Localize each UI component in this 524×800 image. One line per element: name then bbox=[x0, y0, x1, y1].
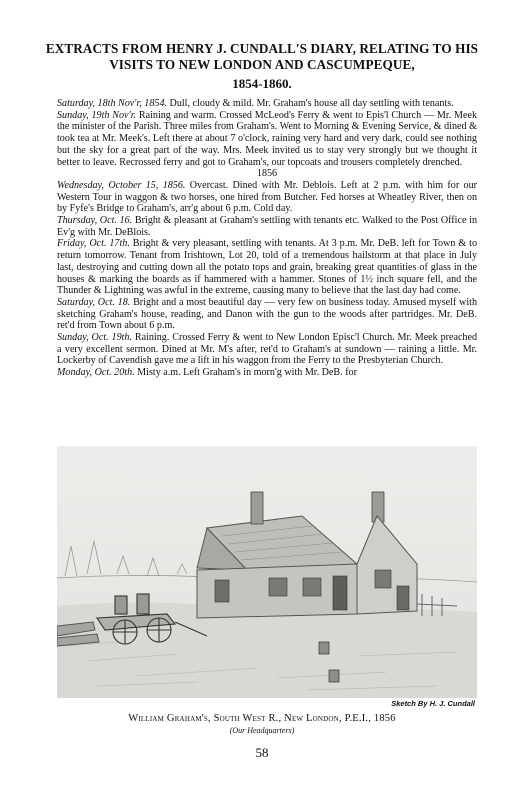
entry-text: Misty a.m. Left Graham's in morn'g with Mr. DeB. for bbox=[134, 367, 357, 379]
entry-date: Saturday, 18th Nov'r, 1854. bbox=[57, 98, 168, 109]
title-years: 1854-1860. bbox=[232, 76, 292, 91]
figure-subcaption: (Our Headquarters) bbox=[229, 726, 295, 735]
diary-body bbox=[57, 98, 477, 379]
page-title: EXTRACTS FROM HENRY J. CUNDALL'S DIARY, RELATING TO HIS VISITS TO NEW LONDON AND CASCUMPEQUE, bbox=[45, 41, 479, 72]
house-sketch bbox=[57, 446, 477, 698]
entry-text: Dull, cloudy & mild. Mr. Graham's house all day settling with tenants. bbox=[167, 98, 454, 109]
year-heading: 1856 bbox=[256, 168, 278, 180]
diary-entry bbox=[57, 297, 477, 332]
entry-text: Bright & pleasant at Graham's settling with tenants etc. Walked to the Post Office in Ev'g with Mr. DeBlois. bbox=[57, 215, 477, 238]
page-number: 58 bbox=[255, 745, 269, 760]
entry-date: Friday, Oct. 17th. bbox=[57, 238, 130, 250]
entry-text: Bright & very pleasant, settling with tenants. At 3 p.m. Mr. DeB. left for Town & to return tomorrow. Tenant from Irishtown, Lot 20, told of a tremendous hailstorm at that place in July last, destroying and cutting down all the potato tops and grain, breaking great quantities of glass in the houses & marking the boards as if hammered with a hammer. Stones of 1½ inch square fell, and the Thunder & Lightning was awful in the extreme, causing many to believe that the last day had come. bbox=[57, 238, 477, 297]
house-sketch-drawing bbox=[57, 446, 477, 698]
entry-text: Raining. Crossed Ferry & went to New London Episc'l Church. Mr. Meek preached a very excellent sermon. Dined at Mr. M's after, ret'd to Graham's at sundown — raining a little. Mr. Lockerby of Cavendish gave me a lift in his waggon from the Ferry to the Presbyterian Church. bbox=[57, 332, 478, 367]
entry-text: Bright and a most beautiful day — very few on business today. Amused myself with sketching Graham's house, reading, and Danon with the gun to the woods after partridges. Mr. DeB. ret'd from Town about 6 p.m. bbox=[57, 296, 477, 332]
entry-date: Sunday, 19th Nov'r. bbox=[57, 109, 137, 121]
sketch-credit: Sketch By H. J. Cundall bbox=[391, 699, 475, 708]
entry-text: Overcast. Dined with Mr. Deblois. Left at 2 p.m. with him for our Western Tour in waggon & two horses, one hired from Butcher. Fed horses at Wheatley River, then on by Fyfe's Bridge to Graham's, arr'g about 6 p.m. Cold day. bbox=[57, 179, 477, 215]
entry-date: Sunday, Oct. 19th. bbox=[57, 332, 132, 344]
entry-date: Saturday, Oct. 18. bbox=[57, 296, 131, 308]
entry-date: Monday, Oct. 20th. bbox=[57, 367, 135, 379]
entry-date: Wednesday, October 15, 1856. bbox=[57, 179, 186, 191]
entry-date: Thursday, Oct. 16. bbox=[57, 215, 133, 227]
figure-caption: William Graham's, South West R., New London, P.E.I., 1856 bbox=[128, 713, 396, 724]
diary-entry bbox=[57, 98, 477, 110]
diary-entry bbox=[57, 332, 477, 367]
entry-text: Raining and warm. Crossed McLeod's Ferry & went to Epis'l Church — Mr. Meek the minister of the Parish. Three miles from Graham's. Went to Morning & Evening Service, & dined & took tea at Mr. Meek's. Left there at about 7 o'clock, raining very hard and very dark, could see nothing but the sky for a great part of the way. Mrs. Meek invited us to stay very strongly but we thought it better to leave. Recrossed ferry and got to Graham's, our topcoats and trousers completely drenched. bbox=[57, 109, 477, 168]
diary-entry bbox=[57, 180, 477, 215]
diary-entry bbox=[57, 110, 477, 169]
chimney-left bbox=[251, 492, 263, 524]
diary-entry bbox=[57, 238, 477, 297]
diary-entry bbox=[57, 215, 477, 238]
diary-entry bbox=[57, 367, 477, 379]
